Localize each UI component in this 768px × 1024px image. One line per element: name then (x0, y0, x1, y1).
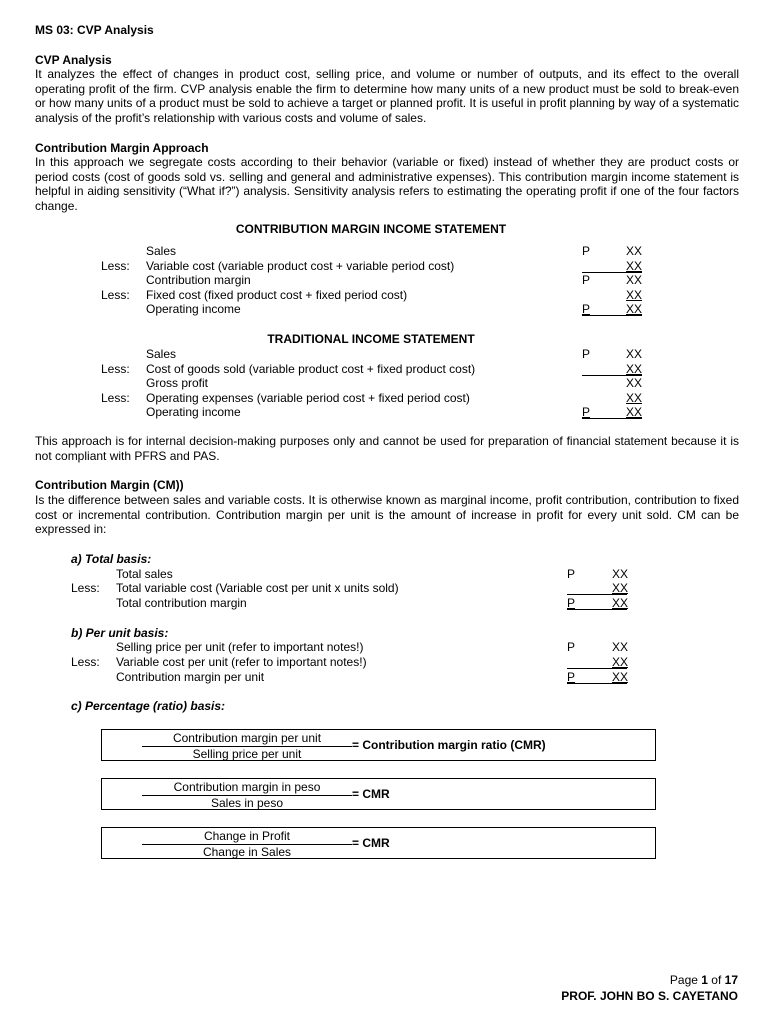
row-value: XX (612, 655, 629, 669)
row-value: XX (626, 347, 643, 361)
row-value: XX (612, 640, 629, 654)
peso-sign: P (567, 596, 576, 610)
row-prefix: Less: (101, 259, 130, 273)
row-prefix: Less: (71, 581, 100, 595)
row-label: Total sales (116, 567, 173, 581)
formula-denominator: Change in Sales (202, 845, 292, 859)
row-label: Operating income (146, 405, 241, 419)
trad-statement-title: TRADITIONAL INCOME STATEMENT (267, 332, 475, 346)
cm-paragraph: Is the difference between sales and variable costs. It is otherwise known as marginal income, profit contribution, contribution to fixed cost or incremental contribution. Contribution margin per unit is the amount of increase in profit for every unit sold. CM can be expressed in: (35, 493, 739, 537)
cm-statement-title: CONTRIBUTION MARGIN INCOME STATEMENT (235, 222, 507, 236)
peso-sign: P (582, 405, 591, 419)
row-label: Operating income (146, 302, 241, 316)
total-basis-heading: a) Total basis: (71, 552, 152, 566)
formula-numerator: Contribution margin in peso (173, 780, 321, 794)
page-total: 17 (724, 973, 738, 987)
subtotal-rule (567, 594, 627, 595)
peso-sign: P (582, 302, 591, 316)
row-label: Sales (146, 244, 177, 258)
row-label: Variable cost (variable product cost + variable period cost) (146, 259, 455, 273)
peso-sign: P (567, 567, 576, 581)
cma-paragraph: In this approach we segregate costs according to their behavior (variable or fixed) instead of whether they are product costs or period costs (cost of goods sold vs. selling and general and administrative expenses). This contribution margin income statement is helpful in aiding sensitivity (“What if?”) analysis. Sensitivity analysis refers to estimating the operating profit if one of the four factors change. (35, 155, 739, 213)
row-label: Sales (146, 347, 177, 361)
formula-numerator: Change in Profit (203, 829, 291, 843)
row-value: XX (612, 596, 629, 610)
formula-denominator: Selling price per unit (192, 747, 302, 761)
row-label: Selling price per unit (refer to important notes!) (116, 640, 364, 654)
row-value: XX (626, 391, 643, 405)
formula-box (101, 778, 656, 810)
row-prefix: Less: (101, 362, 130, 376)
formula-numerator: Contribution margin per unit (172, 731, 322, 745)
row-value: XX (626, 302, 643, 316)
formula-box (101, 729, 656, 761)
row-value: XX (626, 273, 643, 287)
peso-sign: P (582, 347, 591, 361)
row-prefix: Less: (71, 655, 100, 669)
row-prefix: Less: (101, 391, 130, 405)
row-label: Operating expenses (variable period cost + fixed period cost) (146, 391, 470, 405)
total-rule (582, 418, 642, 419)
row-label: Fixed cost (fixed product cost + fixed period cost) (146, 288, 408, 302)
row-prefix: Less: (101, 288, 130, 302)
page-current: 1 (701, 973, 708, 987)
document-title: MS 03: CVP Analysis (35, 23, 154, 37)
formula-result: = CMR (352, 787, 390, 801)
unit-basis-heading: b) Per unit basis: (71, 626, 169, 640)
row-value: XX (612, 567, 629, 581)
row-label: Contribution margin (146, 273, 251, 287)
peso-sign: P (567, 640, 576, 654)
formula-denominator: Sales in peso (210, 796, 284, 810)
formula-box (101, 827, 656, 859)
row-label: Total contribution margin (116, 596, 247, 610)
row-label: Gross profit (146, 376, 209, 390)
page-number (670, 973, 738, 988)
row-value: XX (626, 376, 643, 390)
page-of: of (707, 973, 725, 987)
row-label: Total variable cost (Variable cost per unit x units sold) (116, 581, 399, 595)
total-rule (567, 683, 627, 684)
internal-use-note: This approach is for internal decision-making purposes only and cannot be used for preparation of financial statement because it is not compliant with PFRS and PAS. (35, 434, 739, 463)
total-rule (582, 315, 642, 316)
row-value: XX (612, 670, 629, 684)
row-value: XX (626, 405, 643, 419)
row-label: Contribution margin per unit (116, 670, 265, 684)
row-label: Variable cost per unit (refer to important notes!) (116, 655, 367, 669)
author-name: PROF. JOHN BO S. CAYETANO (561, 989, 738, 1003)
cvp-paragraph: It analyzes the effect of changes in product cost, selling price, and volume or number of outputs, and its effect to the overall operating profit of the firm. CVP analysis enable the firm to determine how many units of a new product must be sold to break-even or how many units of a product must be sold to achieve a target or planned profit. It is useful in profit planning by way of a systematic analysis of the profit’s relationship with various costs and volume of sales. (35, 67, 739, 125)
formula-result: = Contribution margin ratio (CMR) (352, 738, 546, 752)
total-rule (567, 609, 627, 610)
section-heading-cma: Contribution Margin Approach (35, 141, 209, 155)
peso-sign: P (582, 244, 591, 258)
section-heading-cvp: CVP Analysis (35, 53, 112, 67)
row-value: XX (626, 362, 643, 376)
peso-sign: P (567, 670, 576, 684)
section-heading-cm: Contribution Margin (CM)) (35, 478, 184, 492)
row-label: Cost of goods sold (variable product cost + fixed product cost) (146, 362, 476, 376)
row-value: XX (612, 581, 629, 595)
row-value: XX (626, 288, 643, 302)
row-value: XX (626, 259, 643, 273)
peso-sign: P (582, 273, 591, 287)
row-value: XX (626, 244, 643, 258)
formula-result: = CMR (352, 836, 390, 850)
subtotal-rule (567, 668, 627, 669)
page-label: Page (669, 973, 702, 987)
ratio-basis-heading: c) Percentage (ratio) basis: (71, 699, 226, 713)
